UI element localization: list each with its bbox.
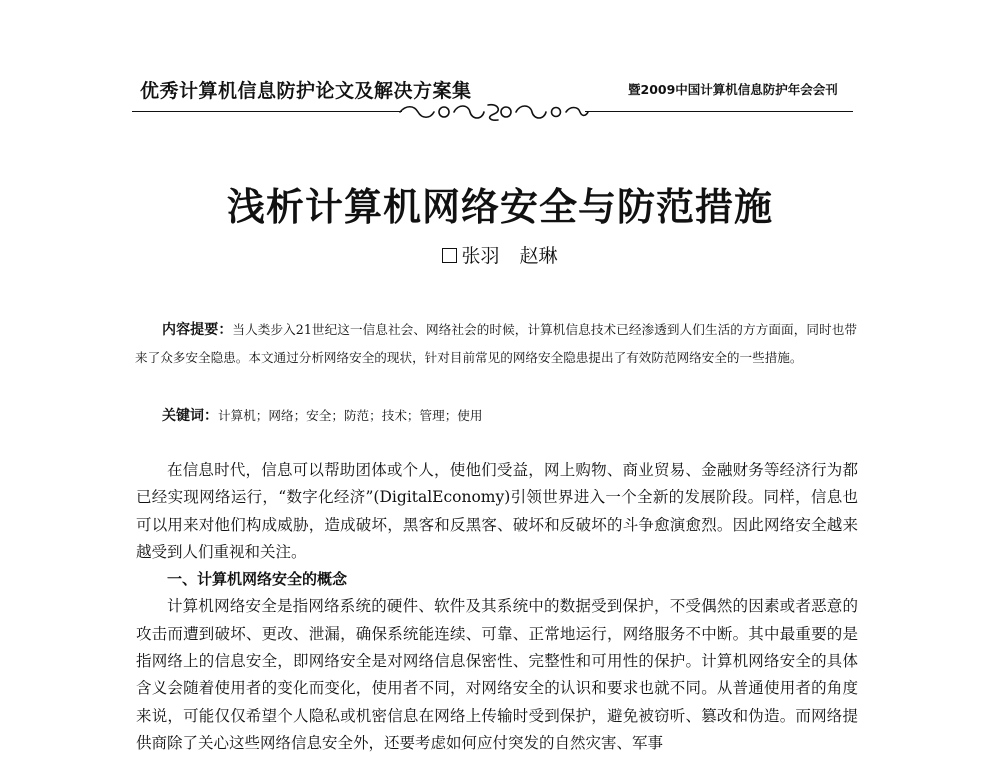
abstract-label: 内容提要： <box>162 322 233 338</box>
keywords <box>162 405 482 425</box>
author-1: 张羽 <box>461 245 500 267</box>
author-2: 赵琳 <box>519 245 558 267</box>
article-body <box>136 457 858 757</box>
section-1-paragraph: 计算机网络安全是指网络系统的硬件、软件及其系统中的数据受到保护，不受偶然的因素或者恶意的攻击而遭到破坏、更改、泄漏，确保系统能连续、可靠、正常地运行，网络服务不中断。其中最重要的是指网络上的信息安全，即网络安全是对网络信息保密性、完整性和可用性的保护。计算机网络安全的具体含义会随着使用者的变化而变化，使用者不同，对网络安全的认识和要求也就不同。从普通使用者的角度来说，可能仅仅希望个人隐私或机密信息在网络上传输时受到保护，避免被窃听、篡改和伪造。而网络提供商除了关心这些网络信息安全外，还要考虑如何应付突发的自然灾害、军事 <box>136 597 858 752</box>
keywords-label: 关键词： <box>162 408 218 424</box>
running-header-left: 优秀计算机信息防护论文及解决方案集 <box>140 80 472 102</box>
header-rule-left <box>132 111 402 112</box>
header-ornament-icon <box>398 101 590 123</box>
abstract <box>135 316 857 371</box>
article-title: 浅析计算机网络安全与防范措施 <box>226 184 773 229</box>
header-rule-right <box>585 111 853 112</box>
author-box-icon <box>442 248 457 263</box>
abstract-text: 当人类步入21世纪这一信息社会、网络社会的时候，计算机信息技术已经渗透到人们生活的方方面面，同时也带来了众多安全隐患。本文通过分析网络安全的现状，针对目前常见的网络安全隐患提出了有效防范网络安全的一些措施。 <box>135 322 857 365</box>
section-1-heading: 一、计算机网络安全的概念 <box>167 570 348 589</box>
running-header-right: 暨2009中国计算机信息防护年会会刊 <box>628 82 838 97</box>
authors-line <box>0 241 1000 268</box>
keywords-text: 计算机；网络；安全；防范；技术；管理；使用 <box>218 408 483 423</box>
intro-paragraph: 在信息时代，信息可以帮助团体或个人，使他们受益，网上购物、商业贸易、金融财务等经济行为都已经实现网络运行，“数字化经济”(DigitalEconomy)引领世界进入一个全新的发展阶段。同样，信息也可以用来对他们构成威胁，造成破坏，黑客和反黑客、破坏和反破坏的斗争愈演愈烈。因此网络安全越来越受到人们重视和关注。 <box>136 461 858 561</box>
